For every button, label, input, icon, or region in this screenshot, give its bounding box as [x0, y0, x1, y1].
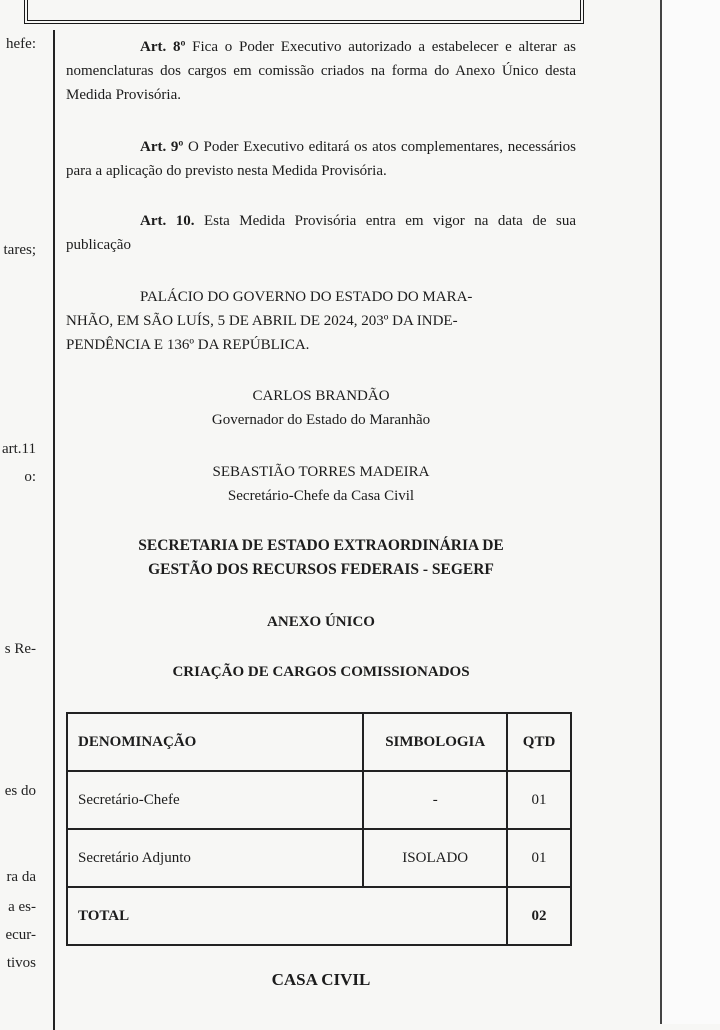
- table-row: [67, 829, 571, 887]
- left-column-fragment: a es-: [8, 899, 36, 915]
- signature-role: Secretário-Chefe da Casa Civil: [227, 488, 415, 504]
- table-header-cell: SIMBOLOGIA: [363, 713, 507, 771]
- closing-line: PENDÊNCIA E 136º DA REPÚBLICA.: [66, 337, 310, 353]
- table-header-cell: QTD: [507, 713, 571, 771]
- left-column-fragment: s Re-: [4, 641, 36, 657]
- left-column-fragment: tivos: [6, 955, 36, 971]
- table-row: [67, 771, 571, 829]
- table-cell: 01: [507, 771, 571, 829]
- annex-title: ANEXO ÚNICO: [267, 614, 375, 630]
- closing-line: NHÃO, EM SÃO LUÍS, 5 DE ABRIL DE 2024, 203º DA INDE-: [66, 313, 458, 329]
- article-9: [66, 135, 576, 183]
- table-header-row: [67, 713, 571, 771]
- left-column-fragment: tares;: [3, 242, 36, 258]
- left-column-fragment: ecur-: [5, 927, 36, 943]
- article-10: [66, 209, 576, 257]
- article-8: [66, 35, 576, 107]
- column-divider: [53, 30, 55, 1030]
- table-header-cell: DENOMINAÇÃO: [67, 713, 363, 771]
- closing-statement: [66, 285, 576, 357]
- left-column-fragment: hefe:: [6, 36, 36, 52]
- left-column-fragment: es do: [4, 783, 36, 799]
- table-cell: ISOLADO: [363, 829, 507, 887]
- signature-governor: [66, 384, 576, 432]
- signature-secretary: [66, 460, 576, 508]
- table-cell: Secretário-Chefe: [67, 771, 363, 829]
- left-column-fragment: o:: [24, 469, 36, 485]
- page-gutter: [662, 0, 720, 1024]
- total-label: TOTAL: [67, 887, 507, 945]
- article-label: Art. 9º: [140, 139, 184, 155]
- table-cell: -: [363, 771, 507, 829]
- table-total-row: [67, 887, 571, 945]
- article-text: Fica o Poder Executivo autorizado a estabelecer e alterar as nomenclaturas dos cargos em comissão criados na forma do Anexo Único desta Medida Provisória.: [66, 39, 576, 103]
- article-label: Art. 8º: [140, 39, 186, 55]
- secretaria-line: GESTÃO DOS RECURSOS FEDERAIS - SEGERF: [148, 561, 494, 578]
- total-value: 02: [507, 887, 571, 945]
- signature-name: SEBASTIÃO TORRES MADEIRA: [212, 464, 430, 480]
- next-section-title: CASA CIVIL: [271, 970, 371, 989]
- table-cell: 01: [507, 829, 571, 887]
- secretaria-heading: [66, 534, 576, 582]
- closing-line: PALÁCIO DO GOVERNO DO ESTADO DO MARA-: [140, 289, 473, 305]
- article-text: Esta Medida Provisória entra em vigor na data de sua publicação: [66, 213, 576, 253]
- left-column-fragment: art.11: [1, 441, 36, 457]
- article-label: Art. 10.: [140, 213, 195, 229]
- cargos-table: [66, 712, 572, 946]
- signature-name: CARLOS BRANDÃO: [252, 388, 390, 404]
- header-frame: [24, 0, 584, 24]
- left-column-fragment: ra da: [6, 869, 36, 885]
- article-text: O Poder Executivo editará os atos complementares, necessários para a aplicação do previsto nesta Medida Provisória.: [66, 139, 576, 179]
- signature-role: Governador do Estado do Maranhão: [211, 412, 431, 428]
- annex-subtitle: CRIAÇÃO DE CARGOS COMISSIONADOS: [172, 664, 470, 680]
- secretaria-line: SECRETARIA DE ESTADO EXTRAORDINÁRIA DE: [138, 537, 504, 554]
- table-cell: Secretário Adjunto: [67, 829, 363, 887]
